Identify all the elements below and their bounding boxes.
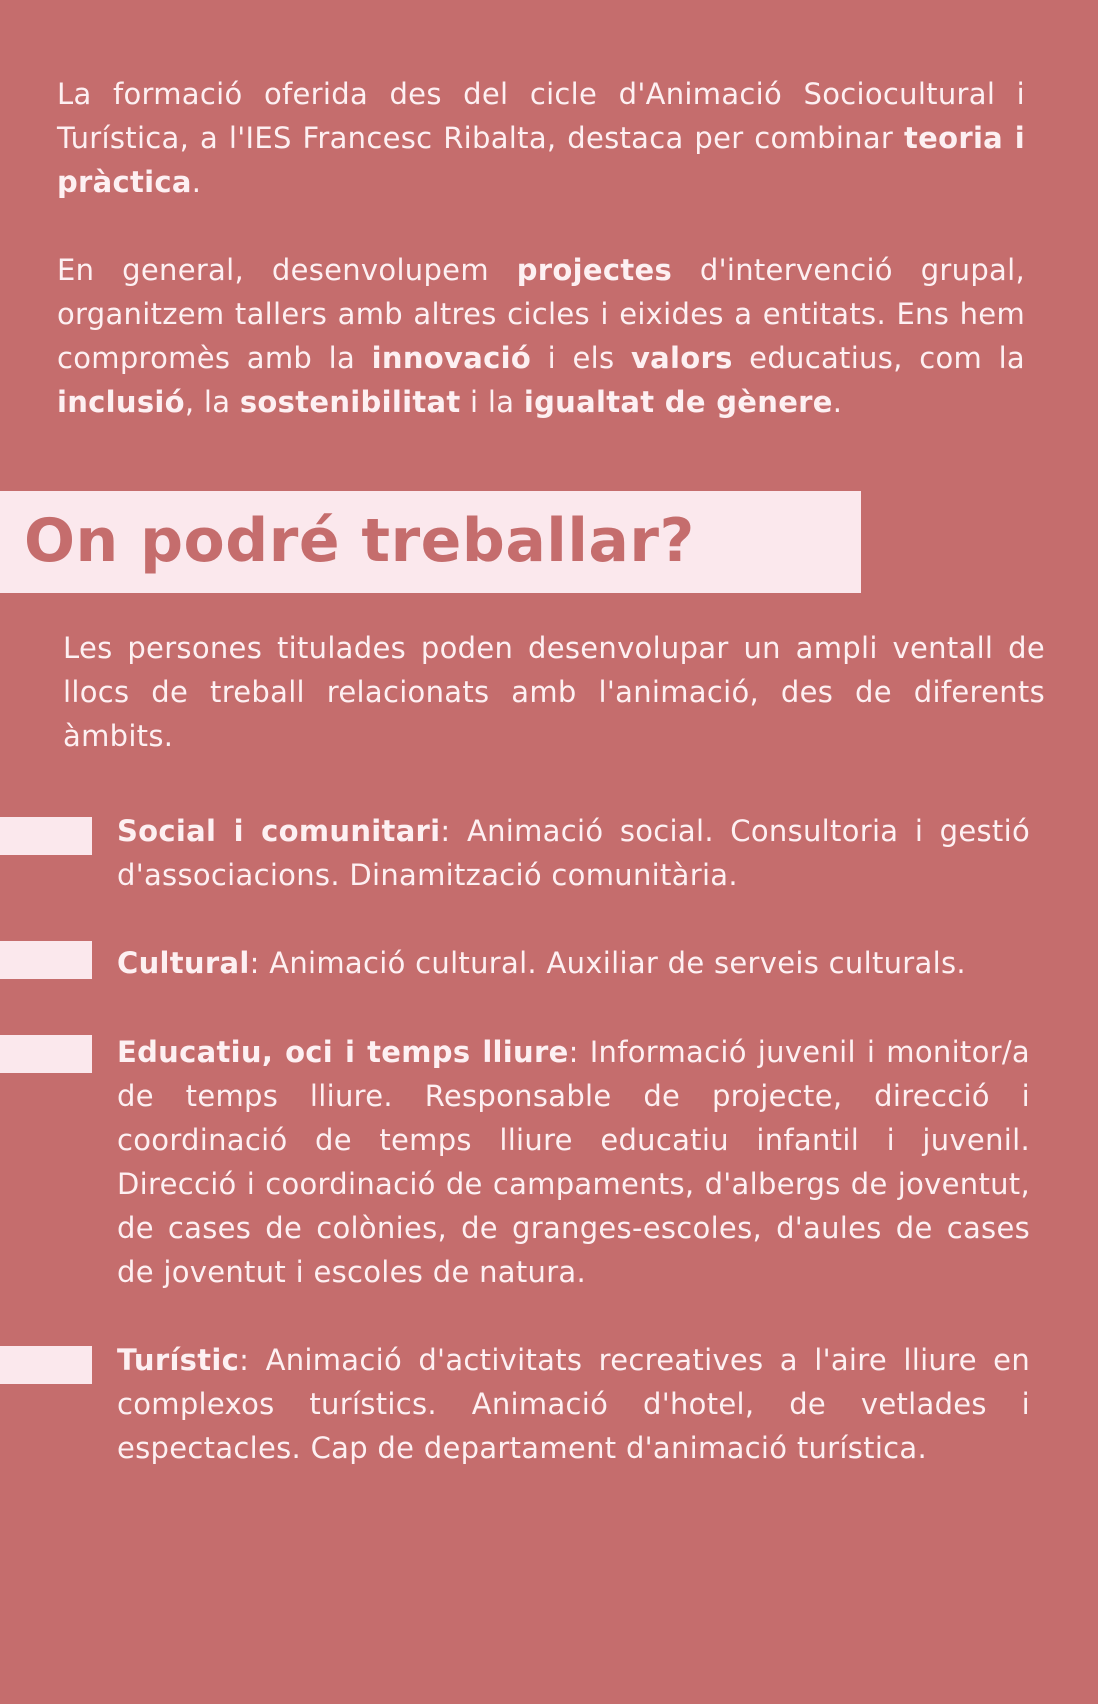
area-turistic	[117, 1338, 1030, 1470]
area-educatiu-text: Informació juvenil i monitor/a de temps lliure. Responsable de projecte, direcció i coordinació de temps lliure educatiu infantil i juvenil. Direcció i coordinació de campaments, d'albergs de joventut, de cases de colònies, de granges-escoles, d'aules de cases de joventut i escoles de natura.	[117, 1035, 1030, 1289]
intro-2-b6: igualtat de gènere	[523, 385, 833, 419]
section-title-banner	[0, 491, 861, 593]
area-marker-educatiu	[0, 1035, 92, 1073]
section-title: On podré treballar?	[24, 506, 695, 576]
intro-1-text-a: La formació oferida des del cicle d'Animació Sociocultural i Turística, a l'IES Francesc Ribalta, destaca per combinar	[57, 77, 1025, 155]
area-marker-social	[0, 817, 92, 855]
area-turistic-text: Animació d'activitats recreatives a l'aire lliure en complexos turístics. Animació d'hotel, de vetlades i espectacles. Cap de departament d'animació turística.	[117, 1343, 1030, 1465]
area-marker-cultural	[0, 941, 92, 979]
intro-2-t7: .	[832, 385, 843, 419]
intro-2-t5: , la	[184, 385, 240, 419]
area-social-label: Social i comunitari	[117, 814, 441, 848]
area-educatiu-sep: :	[568, 1035, 579, 1069]
area-cultural-label: Cultural	[117, 946, 250, 980]
intro-1-text-b: .	[191, 165, 202, 199]
area-social-text: Animació social. Consultoria i gestió d'associacions. Dinamització comunitària.	[117, 814, 1030, 892]
area-social-sep: :	[440, 814, 451, 848]
intro-2-t1: En general, desenvolupem	[57, 253, 517, 287]
intro-paragraph-1	[57, 72, 1025, 204]
intro-2-t4: educatius, com la	[732, 341, 1025, 375]
intro-2-b1: projectes	[516, 253, 673, 287]
intro-2-b5: sostenibilitat	[239, 385, 461, 419]
intro-2-t6: i la	[460, 385, 524, 419]
area-turistic-label: Turístic	[117, 1343, 240, 1377]
area-cultural-sep: :	[249, 946, 260, 980]
area-educatiu	[117, 1030, 1030, 1294]
area-cultural-text: Animació cultural. Auxiliar de serveis culturals.	[259, 946, 966, 980]
area-social	[117, 809, 1030, 897]
intro-2-t3: i els	[531, 341, 631, 375]
intro-2-b4: inclusió	[57, 385, 185, 419]
section-lead-paragraph: Les persones titulades poden desenvolupar un ampli ventall de llocs de treball relacionats amb l'animació, des de diferents àmbits.	[63, 631, 1045, 753]
area-educatiu-label: Educatiu, oci i temps lliure	[117, 1035, 569, 1069]
intro-2-t2: d'intervenció grupal, organitzem tallers amb altres cicles i eixides a entitats. Ens hem compromès amb la	[57, 253, 1025, 375]
area-turistic-sep: :	[239, 1343, 250, 1377]
intro-2-b2: innovació	[371, 341, 532, 375]
intro-1-bold-a: teoria i pràctica	[57, 121, 1025, 199]
area-cultural	[117, 941, 1030, 985]
area-marker-turistic	[0, 1346, 92, 1384]
intro-2-b3: valors	[630, 341, 733, 375]
intro-paragraph-2	[57, 248, 1025, 424]
